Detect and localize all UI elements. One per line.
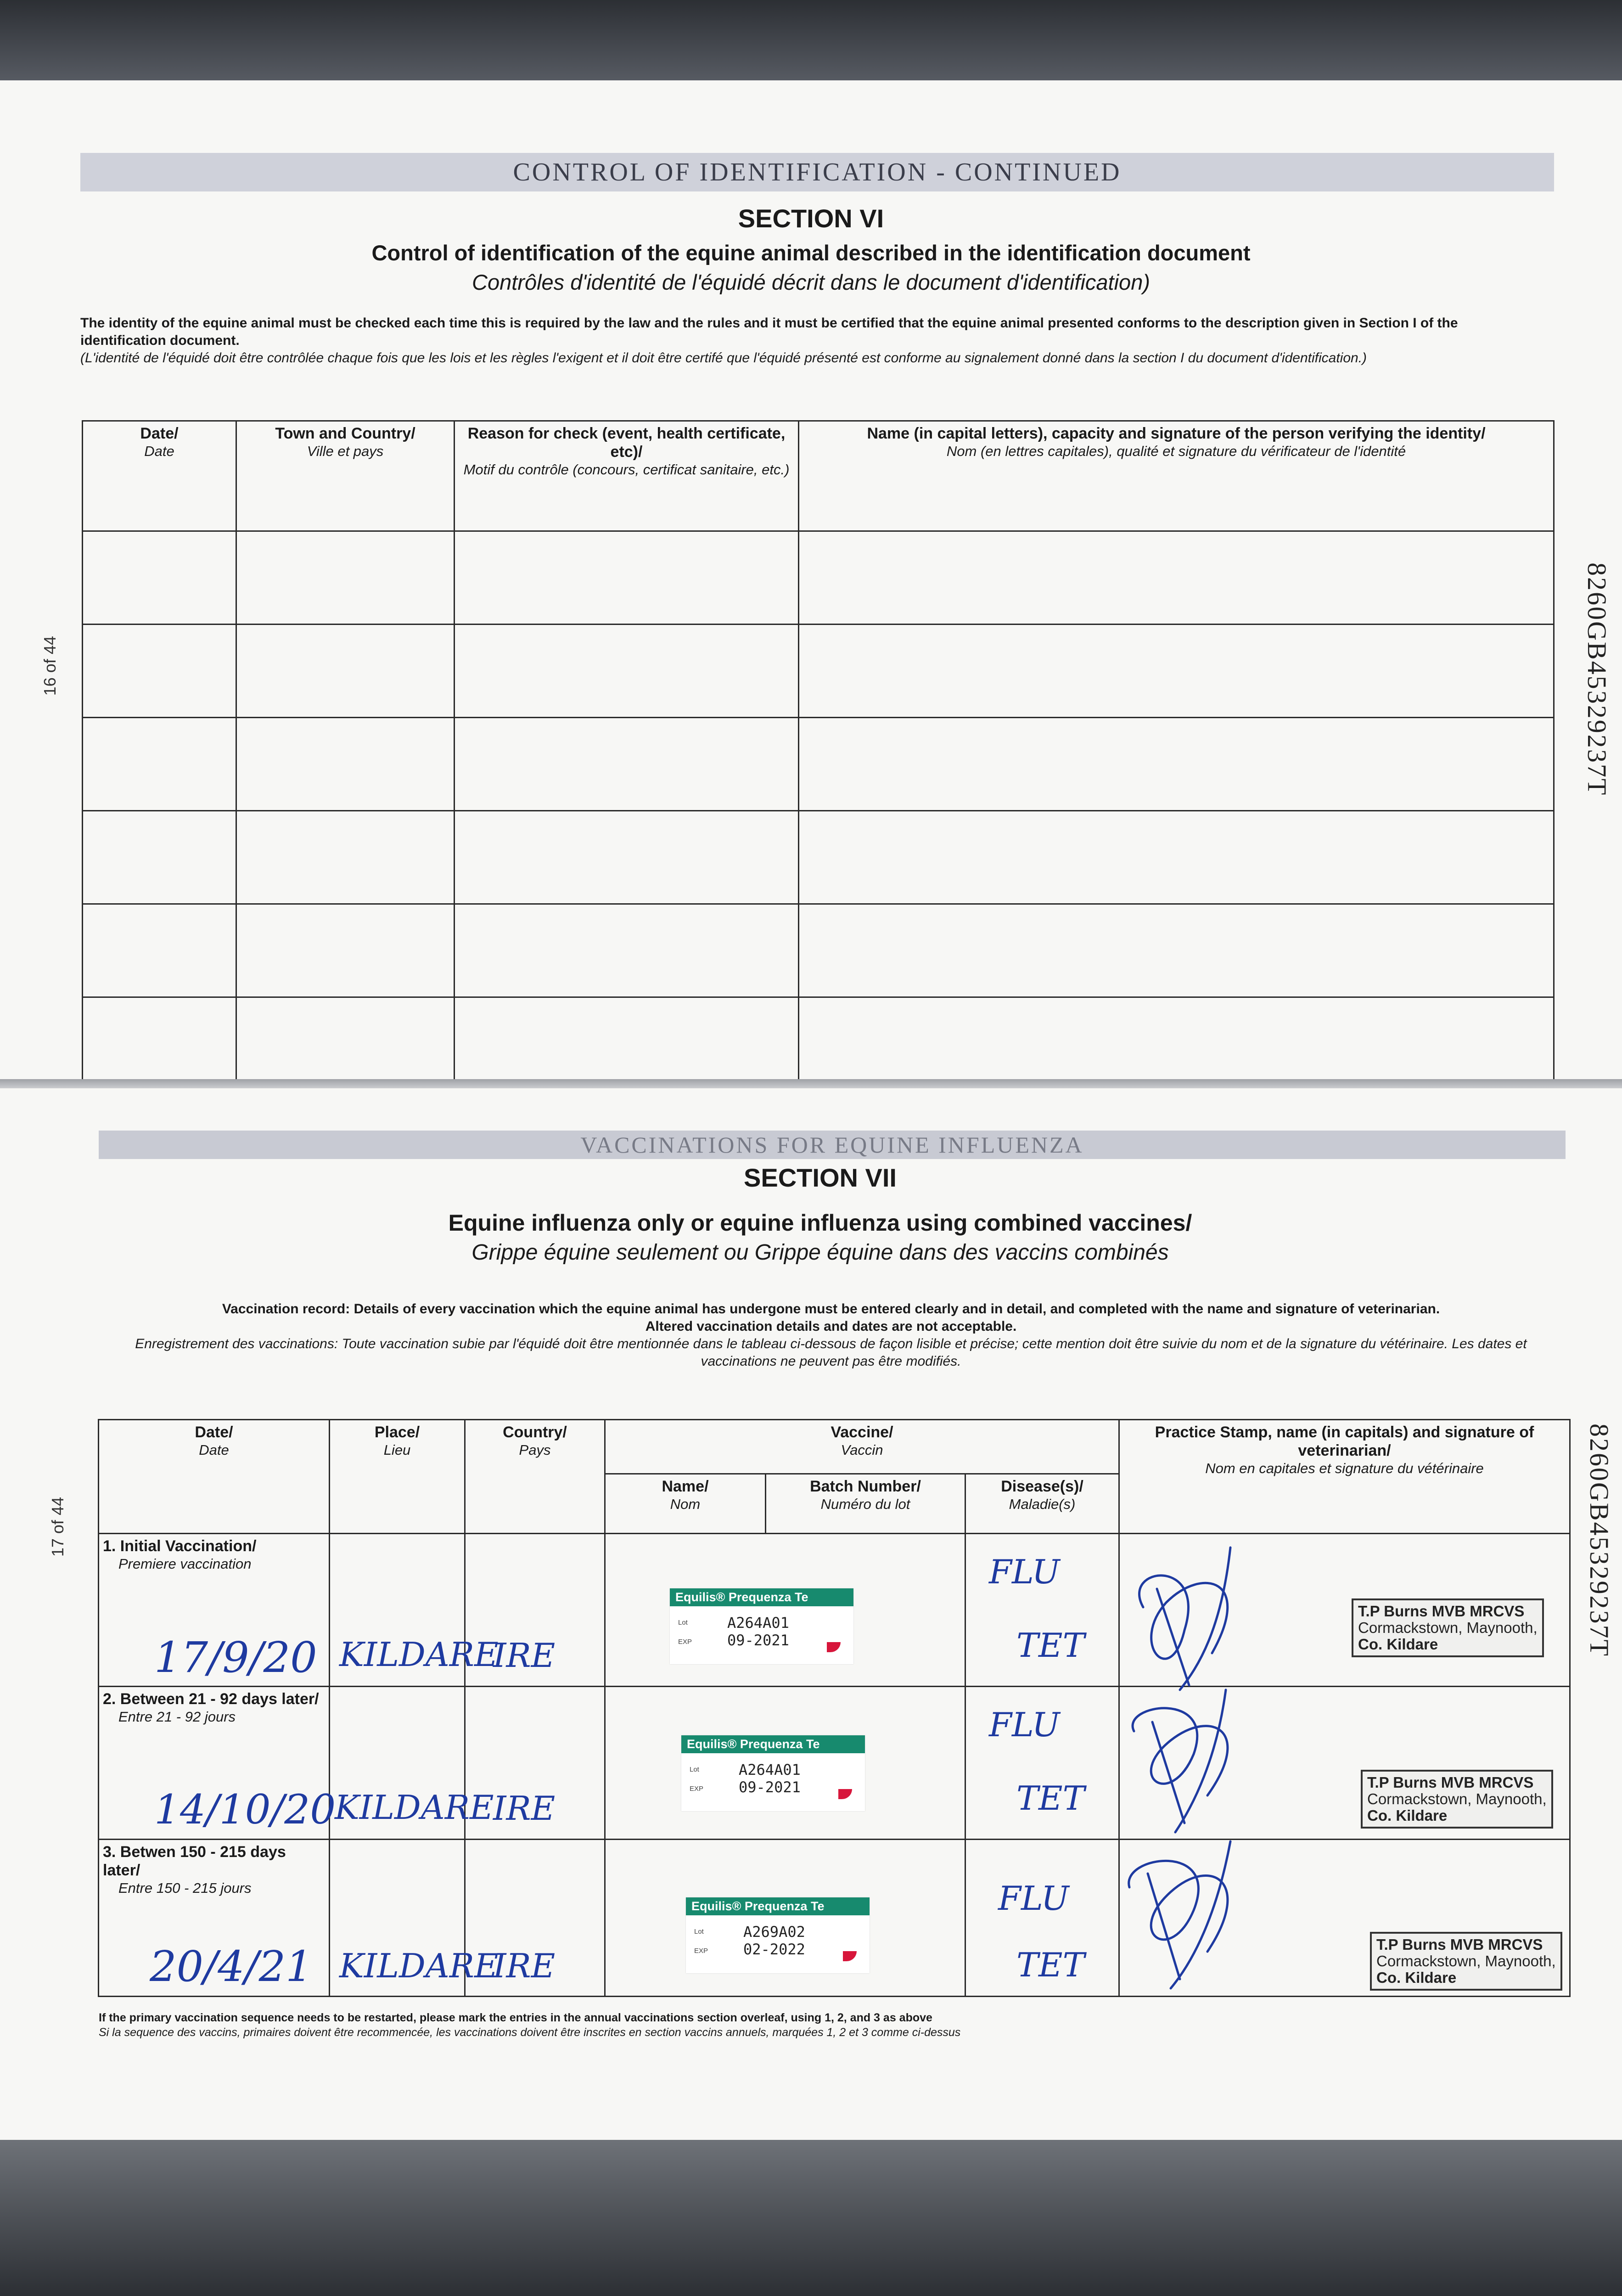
passport-page-17: [0, 1088, 1622, 2140]
instructions-fr: (L'identité de l'équidé doit être contrôlée chaque fois que les lois et les règles l'exigent et il doit être certifé que l'équidé présenté est conforme au signalement donné dans la section I du document d'identification.): [80, 350, 1367, 366]
country-cell: [465, 1534, 605, 1687]
empty-cell[interactable]: [236, 904, 455, 997]
vaccine-name: Equilis® Prequenza Te: [670, 1588, 853, 1606]
empty-cell[interactable]: [799, 531, 1554, 625]
col-date: Date/ Date: [83, 421, 236, 531]
expiry-date: 09-2021: [739, 1778, 801, 1796]
country-cell: [465, 1687, 605, 1840]
col-vaccine: Vaccine/ Vaccin: [605, 1420, 1119, 1474]
empty-cell[interactable]: [455, 718, 799, 811]
empty-cell[interactable]: [799, 904, 1554, 997]
section-heading: SECTION VII: [744, 1163, 897, 1192]
col-verifier: Name (in capital letters), capacity and signature of the person verifying the identity/ Nom (en lettres capitales), qualité et signature du vérificateur de l'identité: [799, 421, 1554, 531]
section-title-en: Control of identification of the equine animal described in the identification document: [371, 241, 1251, 265]
vaccine-sticker: Equilis® Prequenza Te Lot EXP A269A02 02-2022: [686, 1897, 870, 1973]
empty-cell[interactable]: [799, 811, 1554, 904]
instructions: [80, 315, 1536, 367]
handwritten-place: KILDARE: [339, 1947, 499, 1985]
col-place: Place/ Lieu: [330, 1420, 465, 1534]
handwritten-disease: FLU: [998, 1879, 1069, 1918]
empty-cell[interactable]: [83, 531, 236, 625]
empty-cell[interactable]: [83, 997, 236, 1080]
vaccination-row: [99, 1687, 1570, 1840]
col-batch-number: Batch Number/ Numéro du lot: [766, 1474, 965, 1534]
col-town-country: Town and Country/ Ville et pays: [236, 421, 455, 531]
table-row: [83, 997, 1554, 1080]
signature-stroke-4: [1152, 1690, 1226, 1832]
expiry-date: 09-2021: [727, 1632, 789, 1649]
disease-cell: [965, 1687, 1119, 1840]
passport-number: 8260GB45329237T: [1584, 1424, 1614, 1657]
instructions-fr: Enregistrement des vaccinations: Toute vaccination subie par l'équidé doit être mentionnée dans le tableau ci-dessous de façon lisible et précise; cette mention doit être suivie du nom et de la signature du vétérinaire. Les dates et vaccinations ne peuvent pas être modifiés.: [135, 1336, 1527, 1369]
empty-cell[interactable]: [455, 531, 799, 625]
vaccine-sticker: Equilis® Prequenza Te Lot EXP A264A01 09-2021: [670, 1588, 853, 1664]
handwritten-place: KILDARE: [339, 1635, 499, 1674]
footnote: [99, 2010, 1568, 2040]
handwritten-date: 17/9/20: [154, 1633, 317, 1682]
expiry-date: 02-2022: [743, 1941, 805, 1958]
section-title-en: Equine influenza only or equine influenza using combined vaccines/: [448, 1210, 1192, 1236]
label-mark: [838, 1789, 852, 1799]
col-reason: Reason for check (event, health certificate, etc)/ Motif du contrôle (concours, certificat sanitaire, etc.): [455, 421, 799, 531]
label-mark: [843, 1951, 857, 1961]
practice-stamp: T.P Burns MVB MRCVS Cormackstown, Maynooth, Co. Kildare: [1370, 1932, 1562, 1991]
signature-stroke-1: [1139, 1576, 1228, 1659]
empty-cell[interactable]: [83, 811, 236, 904]
table-header-row: [83, 421, 1554, 531]
handwritten-country: IRE: [493, 1947, 556, 1985]
empty-cell[interactable]: [236, 997, 455, 1080]
batch-number: A264A01: [739, 1761, 801, 1778]
table-header-row: [99, 1420, 1570, 1474]
signature-stroke-2: [1157, 1548, 1230, 1690]
country-cell: [465, 1840, 605, 1997]
section-banner: VACCINATIONS FOR EQUINE INFLUENZA: [99, 1131, 1566, 1159]
table-row: [83, 718, 1554, 811]
instructions-en-2: Altered vaccination details and dates are not acceptable.: [645, 1319, 1017, 1334]
col-vaccine-name: Name/ Nom: [605, 1474, 766, 1534]
handwritten-disease: TET: [1016, 1779, 1085, 1818]
practice-stamp: T.P Burns MVB MRCVS Cormackstown, Maynooth, Co. Kildare: [1361, 1770, 1553, 1829]
empty-cell[interactable]: [799, 718, 1554, 811]
label-mark: [827, 1642, 841, 1652]
identity-check-table: [82, 420, 1555, 1079]
handwritten-disease: TET: [1016, 1626, 1085, 1665]
footnote-en: If the primary vaccination sequence needs to be restarted, please mark the entries in the annual vaccinations section overleaf, using 1, 2, and 3 as above: [99, 2011, 932, 2024]
table-row: [83, 625, 1554, 718]
section-title-fr: Contrôles d'identité de l'équidé décrit dans le document d'identification): [472, 270, 1150, 294]
handwritten-date: 20/4/21: [150, 1942, 313, 1991]
veterinarian-signature: [1116, 1538, 1308, 1998]
empty-cell[interactable]: [236, 625, 455, 718]
empty-cell[interactable]: [83, 904, 236, 997]
practice-stamp: T.P Burns MVB MRCVS Cormackstown, Maynooth, Co. Kildare: [1352, 1598, 1544, 1657]
handwritten-disease: TET: [1016, 1946, 1085, 1984]
page-number: 17 of 44: [48, 1497, 67, 1557]
table-row: [83, 531, 1554, 625]
instructions: [101, 1300, 1561, 1370]
place-cell: [330, 1840, 499, 1997]
table-row: [83, 904, 1554, 997]
page-number: 16 of 44: [40, 636, 59, 696]
empty-cell[interactable]: [83, 718, 236, 811]
date-cell: 3. Betwen 150 - 215 days later/ Entre 150 - 215 jours 20/4/21: [99, 1840, 330, 1997]
vaccination-table: [98, 1419, 1571, 1997]
passport-page-16: [0, 80, 1622, 1079]
col-date: Date/ Date: [99, 1420, 330, 1534]
instructions-en-1: Vaccination record: Details of every vaccination which the equine animal has undergone must be entered clearly and in detail, and completed with the name and signature of veterinarian.: [222, 1301, 1440, 1317]
vaccine-label-cell: [605, 1687, 965, 1840]
disease-cell: [965, 1534, 1119, 1687]
vaccine-name: Equilis® Prequenza Te: [686, 1897, 870, 1915]
vaccine-label-cell: [605, 1534, 965, 1687]
batch-number: A264A01: [727, 1614, 789, 1632]
col-country: Country/ Pays: [465, 1420, 605, 1534]
table-row: [83, 811, 1554, 904]
batch-number: A269A02: [743, 1923, 805, 1941]
handwritten-date: 14/10/20: [154, 1786, 336, 1833]
empty-cell[interactable]: [236, 811, 455, 904]
date-cell: 2. Between 21 - 92 days later/ Entre 21 - 92 jours 14/10/20: [99, 1687, 330, 1840]
empty-cell[interactable]: [236, 718, 455, 811]
empty-cell[interactable]: [455, 904, 799, 997]
vaccination-row: [99, 1534, 1570, 1687]
signature-stroke-6: [1148, 1841, 1230, 1988]
section-heading: SECTION VI: [738, 204, 884, 233]
col-practice-stamp: Practice Stamp, name (in capitals) and signature of veterinarian/ Nom en capitales et signature du vétérinaire: [1119, 1420, 1570, 1534]
handwritten-place: KILDARE: [335, 1788, 494, 1827]
footnote-fr: Si la sequence des vaccins, primaires doivent être recommencée, les vaccinations doivent être inscrites en section vaccins annuels, marquées 1, 2 et 3 comme ci-dessus: [99, 2026, 961, 2039]
section-banner: CONTROL OF IDENTIFICATION - CONTINUED: [80, 153, 1554, 191]
place-cell: [330, 1534, 499, 1687]
vaccination-row: [99, 1840, 1570, 1997]
handwritten-disease: FLU: [989, 1553, 1060, 1591]
scan-top-edge: [0, 0, 1622, 87]
vaccine-name: Equilis® Prequenza Te: [681, 1735, 865, 1753]
handwritten-country: IRE: [493, 1789, 556, 1828]
date-cell: 1. Initial Vaccination/ Premiere vaccination 17/9/20: [99, 1534, 330, 1687]
empty-cell[interactable]: [83, 625, 236, 718]
vaccine-sticker: Equilis® Prequenza Te Lot EXP A264A01 09-2021: [681, 1735, 865, 1811]
place-cell: [330, 1687, 494, 1840]
empty-cell[interactable]: [799, 625, 1554, 718]
col-disease: Disease(s)/ Maladie(s): [965, 1474, 1119, 1534]
handwritten-disease: FLU: [989, 1705, 1060, 1744]
empty-cell[interactable]: [799, 997, 1554, 1080]
empty-cell[interactable]: [455, 625, 799, 718]
passport-number: 8260GB45329237T: [1582, 563, 1612, 796]
empty-cell[interactable]: [455, 811, 799, 904]
scan-bottom-edge: [0, 2140, 1622, 2296]
vaccine-label-cell: [605, 1840, 965, 1997]
section-title-fr: Grippe équine seulement ou Grippe équine dans des vaccins combinés: [471, 1240, 1169, 1265]
empty-cell[interactable]: [455, 997, 799, 1080]
empty-cell[interactable]: [236, 531, 455, 625]
handwritten-country: IRE: [493, 1636, 556, 1675]
instructions-en: The identity of the equine animal must be checked each time this is required by the law and the rules and it must be certified that the equine animal presented conforms to the description given in Section I of the identification document.: [80, 315, 1458, 348]
disease-cell: [965, 1840, 1119, 1997]
